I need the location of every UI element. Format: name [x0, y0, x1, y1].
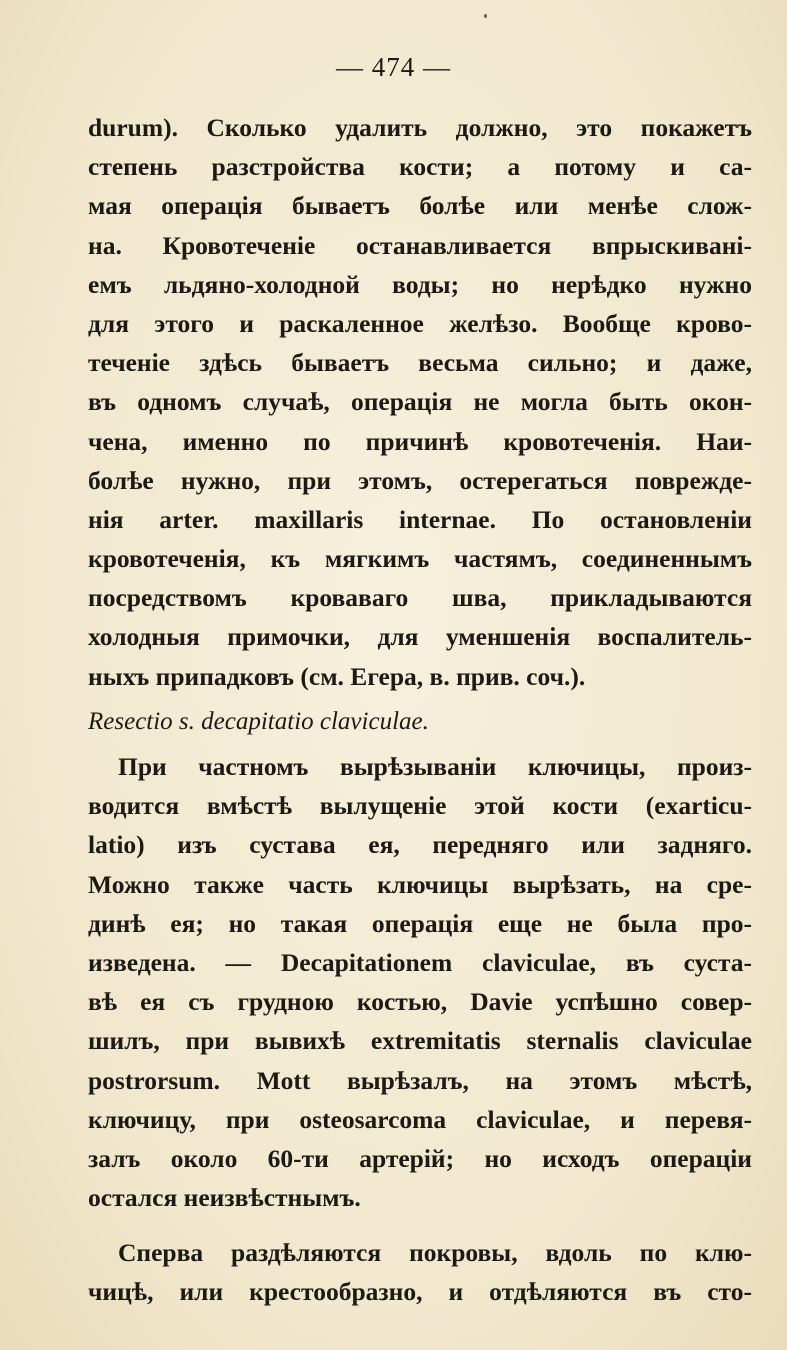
text-line: шилъ, при вывихѣ extremitatis sternalis claviculae	[88, 1026, 752, 1056]
text-line: степень разстройства кости; а потому и са-	[88, 152, 752, 182]
text-line: вѣ ея съ грудною костью, Davie успѣшно совер-	[88, 987, 752, 1017]
ink-speck	[484, 14, 487, 18]
text-line: Можно также часть ключицы вырѣзать, на сре-	[88, 869, 752, 899]
text-line: нія arter. maxillaris internae. По остановленіи	[88, 504, 752, 534]
section-heading: Resectio s. decapitatio claviculae.	[88, 707, 429, 735]
body-text	[88, 108, 752, 1312]
text-line: durum). Сколько удалить должно, это покажетъ	[88, 113, 752, 142]
text-line: емъ льдяно-холодной воды; но нерѣдко нужно	[88, 269, 752, 299]
text-line: динѣ ея; но такая операція еще не была про-	[88, 908, 752, 938]
text-line: для этого и раскаленное желѣзо. Вообще крово-	[88, 308, 752, 338]
text-line: въ одномъ случаѣ, операція не могла быть окон-	[88, 387, 752, 417]
text-line: ныхъ припадковъ (см. Егера, в. прив. соч.).	[88, 661, 586, 691]
text-line: водится вмѣстѣ вылущеніе этой кости (exarticu-	[88, 791, 752, 821]
text-line: посредствомъ кроваваго шва, прикладываются	[88, 583, 752, 613]
text-line: Сперва раздѣляются покровы, вдоль по клю-	[118, 1238, 752, 1268]
text-line: болѣе нужно, при этомъ, остерегаться поврежде-	[88, 465, 752, 495]
text-line: При частномъ вырѣзываніи ключицы, произ-	[118, 752, 752, 781]
page-number: — 474 —	[336, 52, 451, 82]
text-line: залъ около 60-ти артерій; но исходъ операціи	[88, 1143, 752, 1173]
text-line: изведена. — Decapitationem claviculae, въ суста-	[88, 947, 752, 977]
text-line: postrorsum. Mott вырѣзалъ, на этомъ мѣстѣ,	[88, 1065, 752, 1095]
text-line: мая операція бываетъ болѣе или менѣе слож-	[88, 191, 752, 221]
text-line: ключицу, при osteosarcoma claviculae, и перевя-	[88, 1104, 752, 1134]
text-line: теченіе здѣсь бываетъ весьма сильно; и даже,	[88, 348, 752, 378]
text-line: latio) изъ сустава ея, передняго или задняго.	[88, 830, 752, 860]
text-line: чицѣ, или крестообразно, и отдѣляются въ сто-	[88, 1277, 752, 1307]
text-line: холодныя примочки, для уменшенія воспалитель-	[88, 622, 752, 652]
text-line: остался неизвѣстнымъ.	[88, 1183, 361, 1213]
text-line: чена, именно по причинѣ кровотеченія. Наи-	[88, 426, 752, 456]
text-line: на. Кровотеченіе останавливается впрыскивані-	[88, 230, 752, 260]
text-line: кровотеченія, къ мягкимъ частямъ, соединеннымъ	[88, 544, 752, 574]
